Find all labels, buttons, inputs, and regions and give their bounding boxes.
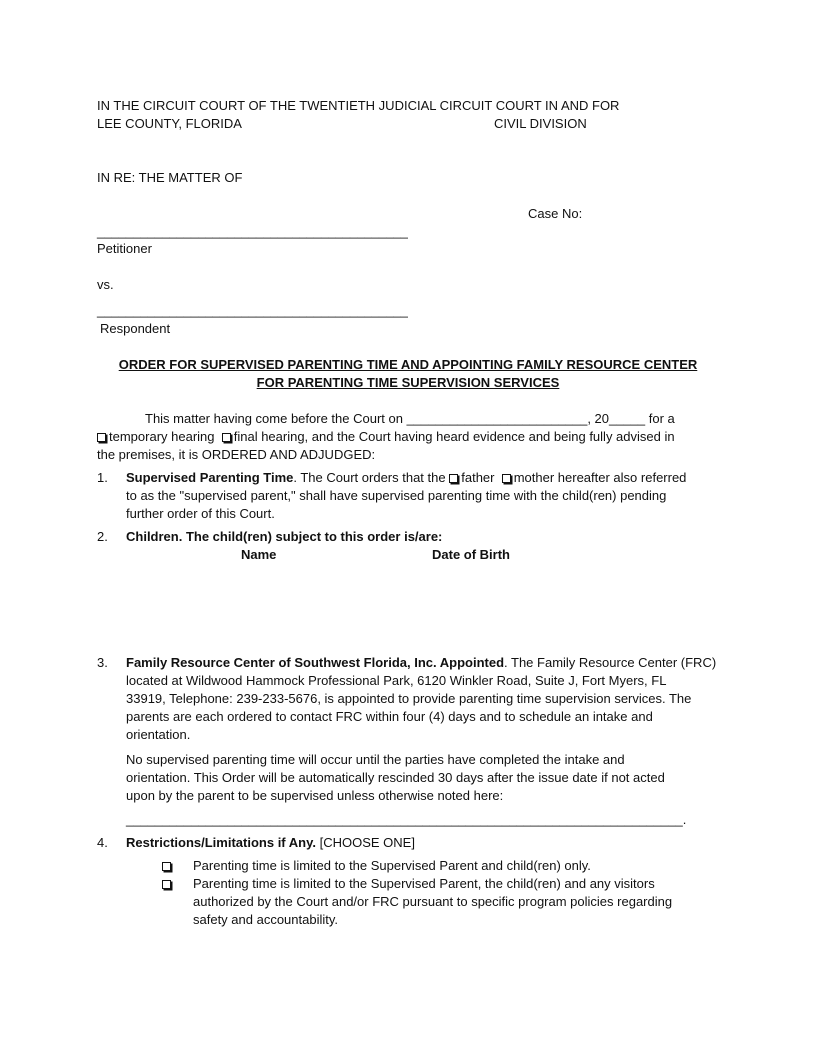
item3-number: 3.	[97, 655, 108, 670]
mother-label: mother hereafter also referred	[513, 470, 687, 485]
item3-p2-line2: orientation. This Order will be automatically rescinded 30 days after the issue date if not acted	[126, 770, 665, 785]
order-title-line2: FOR PARENTING TIME SUPERVISION SERVICES	[256, 375, 560, 390]
item3-p2-line1: No supervised parenting time will occur until the parties have completed the intake and	[126, 752, 625, 767]
item4-line1	[126, 834, 415, 852]
mother-checkbox[interactable]	[502, 474, 511, 483]
item1-number: 1.	[97, 470, 108, 485]
division-label: CIVIL DIVISION	[494, 116, 587, 131]
case-no-label: Case No:	[528, 206, 583, 221]
item3-heading: Family Resource Center of Southwest Florida, Inc. Appointed	[126, 655, 505, 670]
restriction-option2-line2: authorized by the Court and/or FRC pursuant to specific program policies regarding	[193, 894, 673, 909]
item1-line3: further order of this Court.	[126, 506, 275, 521]
temporary-hearing-checkbox[interactable]	[97, 433, 106, 442]
restriction-option1-label: Parenting time is limited to the Supervised Parent and child(ren) only.	[193, 858, 591, 873]
item1-line2: to as the "supervised parent," shall have supervised parenting time with the child(ren) pending	[126, 488, 667, 503]
respondent-line[interactable]: ___________________________________________	[97, 303, 408, 318]
respondent-label: Respondent	[100, 321, 171, 336]
choose-one-label: [CHOOSE ONE]	[315, 835, 415, 850]
item3-line5: orientation.	[126, 727, 191, 742]
father-checkbox[interactable]	[449, 474, 458, 483]
vs-label: vs.	[97, 277, 114, 292]
final-hearing-checkbox[interactable]	[222, 433, 231, 442]
item4-number: 4.	[97, 835, 108, 850]
restriction-option2-line3: safety and accountability.	[193, 912, 339, 927]
temporary-hearing-label: temporary hearing	[109, 429, 215, 444]
in-re-label: IN RE: THE MATTER OF	[97, 170, 243, 185]
item2-heading: Children. The child(ren) subject to this order is/are:	[126, 529, 443, 544]
petitioner-label: Petitioner	[97, 241, 152, 256]
notes-line[interactable]: _____________________________________________________________________________.	[126, 812, 687, 827]
restriction-option2-checkbox[interactable]	[162, 875, 174, 893]
item2-number: 2.	[97, 529, 108, 544]
court-heading: IN THE CIRCUIT COURT OF THE TWENTIETH JUDICIAL CIRCUIT COURT IN AND FOR	[97, 98, 620, 113]
item4-heading: Restrictions/Limitations if Any.	[126, 835, 316, 850]
item3-line4: parents are each ordered to contact FRC within four (4) days and to schedule an intake and	[126, 709, 653, 724]
county-label: LEE COUNTY, FLORIDA	[97, 116, 242, 131]
item3-p2-line3: upon by the parent to be supervised unless otherwise noted here:	[126, 788, 504, 803]
item3-line2: located at Wildwood Hammock Professional Park, 6120 Winkler Road, Suite J, Fort Myers, FL	[126, 673, 667, 688]
petitioner-line[interactable]: ___________________________________________	[97, 224, 408, 239]
father-label: father	[461, 470, 495, 485]
intro-line3: the premises, it is ORDERED AND ADJUDGED:	[97, 447, 376, 462]
children-dob-header: Date of Birth	[432, 547, 510, 562]
intro-line1: This matter having come before the Court on _________________________, 20_____ for a	[145, 411, 675, 426]
item3-line1: Family Resource Center of Southwest Florida, Inc. Appointed. The Family Resource Center (FRC)	[126, 655, 717, 670]
children-name-header: Name	[241, 547, 277, 562]
restriction-option2-line1: Parenting time is limited to the Supervised Parent, the child(ren) and any visitors	[193, 876, 655, 891]
restriction-option1-checkbox[interactable]	[162, 857, 174, 875]
item1-line1: Supervised Parenting Time. The Court orders that the father mother hereafter also referred	[126, 470, 687, 485]
intro-line2	[97, 428, 675, 446]
final-hearing-label: final hearing, and the Court having heard evidence and being fully advised in	[233, 429, 675, 444]
item1-heading: Supervised Parenting Time	[126, 470, 294, 485]
item3-line3: 33919, Telephone: 239-233-5676, is appointed to provide parenting time supervision services. The	[126, 691, 692, 706]
order-title-line1: ORDER FOR SUPERVISED PARENTING TIME AND APPOINTING FAMILY RESOURCE CENTER	[118, 357, 698, 372]
